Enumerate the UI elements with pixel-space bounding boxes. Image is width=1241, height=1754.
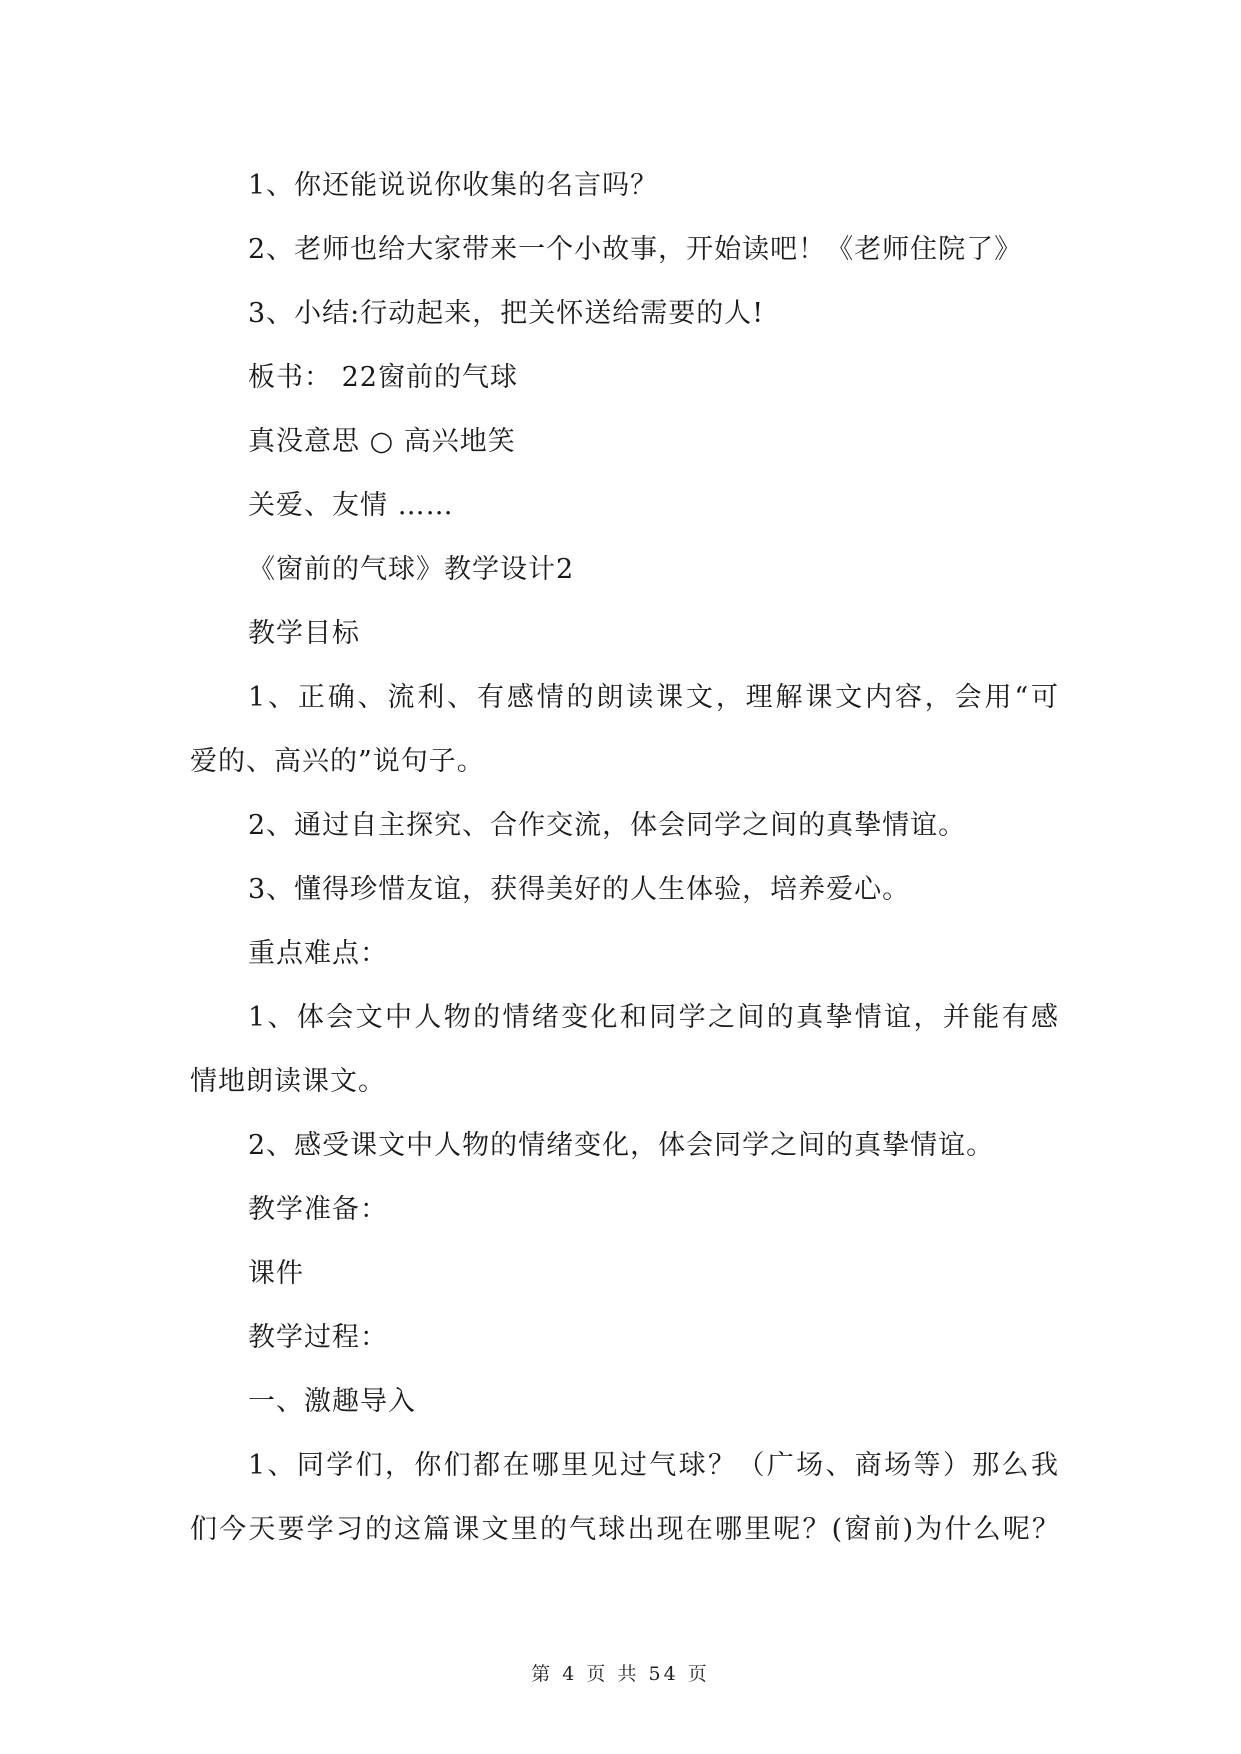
- paragraph-line: 2、通过自主探究、合作交流，体会同学之间的真挚情谊。: [248, 810, 967, 841]
- section-heading: 一、激趣导入: [248, 1386, 416, 1417]
- section-heading: 教学过程：: [248, 1322, 388, 1353]
- paragraph-line: 课件: [248, 1258, 304, 1289]
- paragraph-line: 2、感受课文中人物的情绪变化，体会同学之间的真挚情谊。: [248, 1130, 995, 1161]
- paragraph-line: 3、懂得珍惜友谊，获得美好的人生体验，培养爱心。: [248, 874, 911, 905]
- section-heading: 教学目标: [248, 618, 360, 649]
- section-heading: 教学准备：: [248, 1194, 388, 1225]
- paragraph-line: 真没意思 ○ 高兴地笑: [248, 426, 516, 457]
- paragraph-line: 2、老师也给大家带来一个小故事，开始读吧！《老师住院了》: [248, 234, 1023, 265]
- paragraph-line: 1、你还能说说你收集的名言吗？: [248, 170, 659, 201]
- section-heading: 重点难点：: [248, 938, 388, 969]
- paragraph-line: 板书： 22窗前的气球: [248, 362, 518, 393]
- page-footer: 第 4 页 共 54 页: [531, 1663, 710, 1685]
- section-title: 《窗前的气球》教学设计2: [248, 554, 575, 585]
- paragraph-line: 情地朗读课文。: [190, 1066, 386, 1097]
- paragraph-line: 3、小结:行动起来，把关怀送给需要的人!: [248, 298, 765, 329]
- paragraph-line: 1、体会文中人物的情绪变化和同学之间的真挚情谊，并能有感: [248, 1002, 1060, 1033]
- paragraph-line: 爱的、高兴的”说句子。: [190, 746, 485, 777]
- paragraph-line: 们今天要学习的这篇课文里的气球出现在哪里呢？(窗前)为什么呢？: [190, 1514, 1060, 1545]
- paragraph-line: 关爱、友情 ……: [248, 490, 454, 521]
- paragraph-line: 1、同学们，你们都在哪里见过气球？（广场、商场等）那么我: [248, 1450, 1060, 1481]
- paragraph-line: 1、正确、流利、有感情的朗读课文，理解课文内容，会用“可: [248, 682, 1060, 713]
